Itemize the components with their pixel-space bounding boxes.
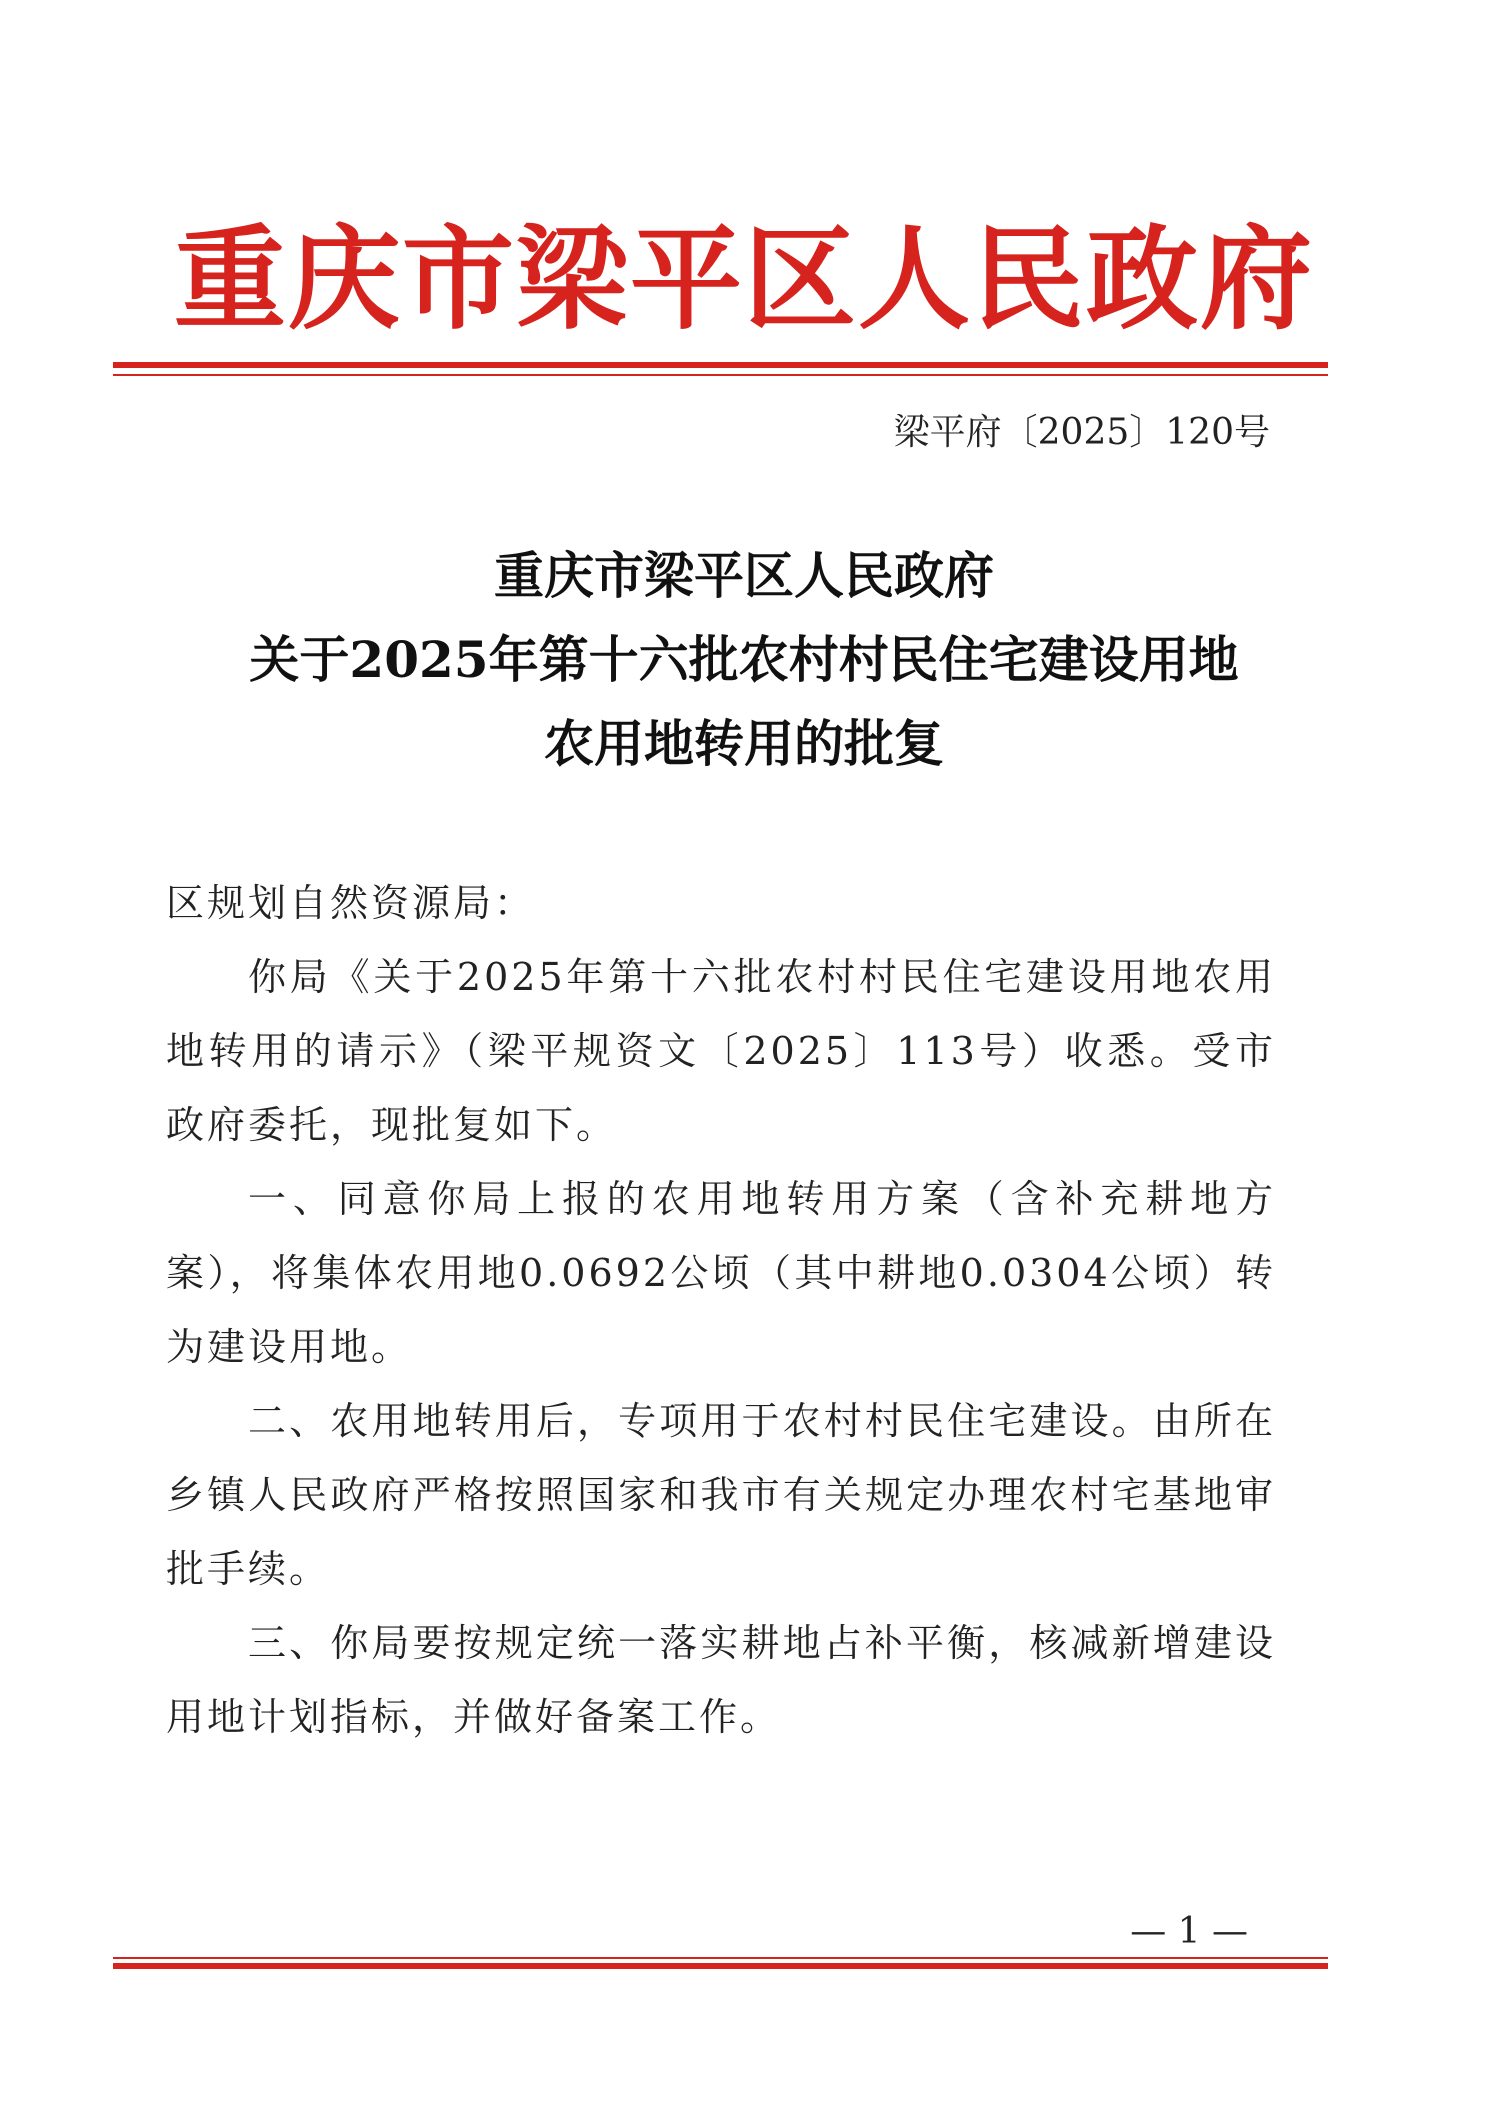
document-number: 梁平府〔2025〕120号 xyxy=(893,412,1270,453)
paragraph-item-1: 一、同意你局上报的农用地转用方案（含补充耕地方案），将集体农用地0.0692公顷（其中耕地0.0304公顷）转为建设用地。 xyxy=(166,1177,1276,1369)
paragraph-item-3: 三、你局要按规定统一落实耕地占补平衡，核减新增建设用地计划指标，并做好备案工作。 xyxy=(166,1621,1276,1739)
red-rule-top-thin xyxy=(113,374,1328,376)
red-rule-bottom-thick xyxy=(113,1963,1328,1969)
document-title-line-2: 关于2025年第十六批农村村民住宅建设用地 xyxy=(249,630,1239,689)
masthead-title: 重庆市梁平区人民政府 xyxy=(174,214,1314,345)
document-title-line-3: 农用地转用的批复 xyxy=(544,714,944,773)
paragraph-item-2: 二、农用地转用后，专项用于农村村民住宅建设。由所在乡镇人民政府严格按照国家和我市有关规定办理农村宅基地审批手续。 xyxy=(166,1399,1276,1591)
salutation: 区规划自然资源局： xyxy=(166,881,536,925)
document-title-line-1: 重庆市梁平区人民政府 xyxy=(494,546,994,605)
page-number: — 1 — xyxy=(1130,1911,1248,1952)
red-rule-top-thick xyxy=(113,362,1328,368)
red-rule-bottom-thin xyxy=(113,1957,1328,1959)
paragraph-intro: 你局《关于2025年第十六批农村村民住宅建设用地农用地转用的请示》（梁平规资文〔2025〕113号）收悉。受市政府委托，现批复如下。 xyxy=(166,955,1276,1147)
